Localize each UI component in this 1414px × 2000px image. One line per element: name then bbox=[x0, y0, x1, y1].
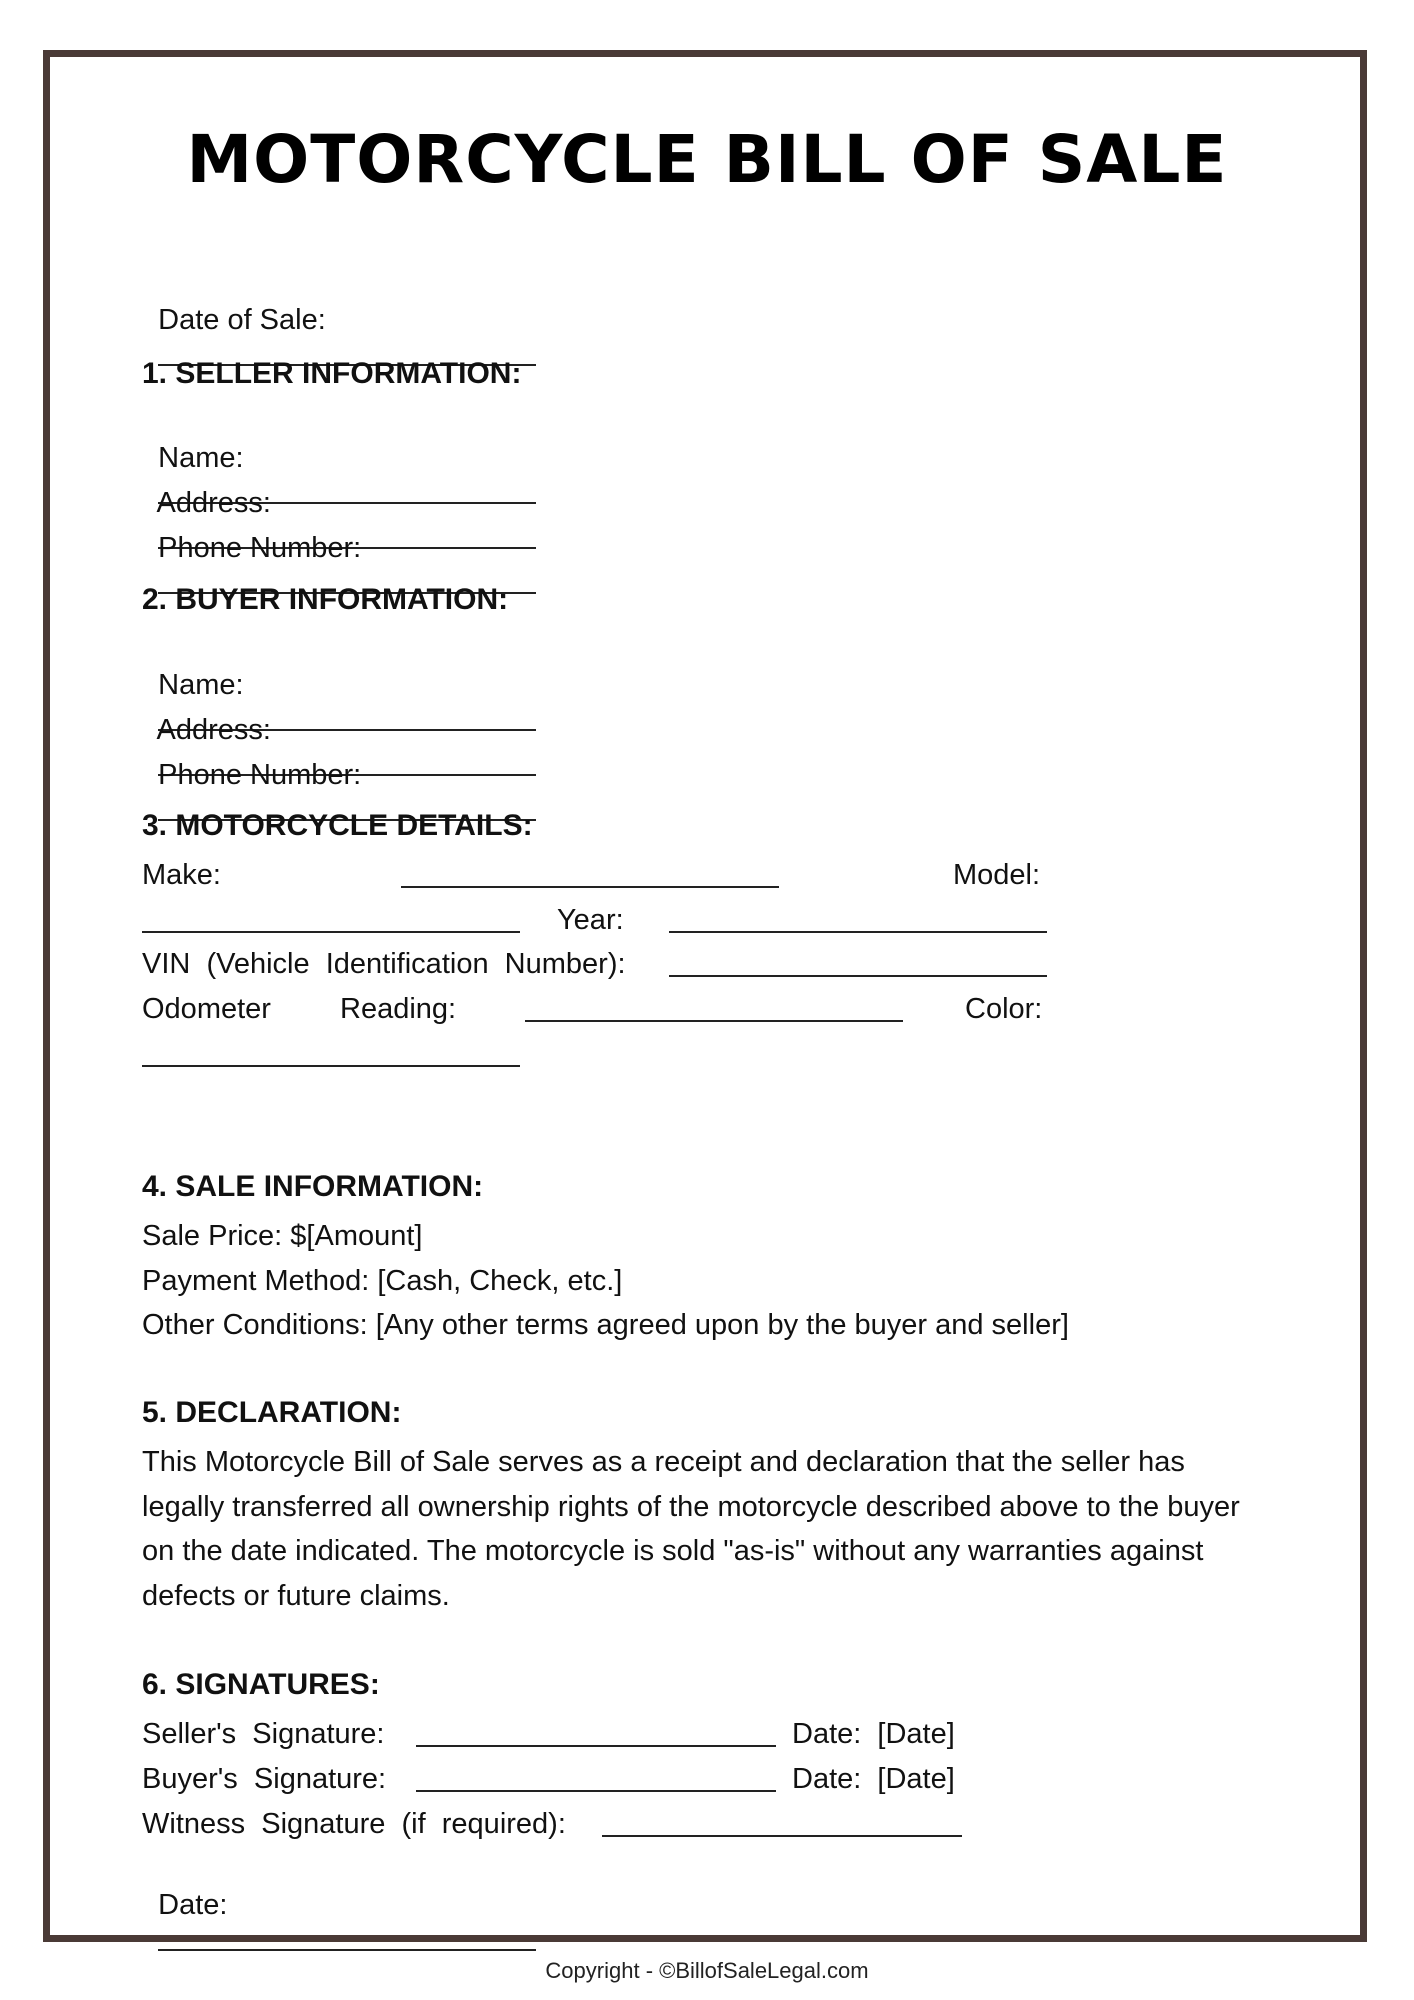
buyer-phone-label: Phone Number: bbox=[158, 759, 362, 791]
sale-price: Sale Price: $[Amount] bbox=[142, 1220, 423, 1252]
witness-date-row bbox=[142, 1851, 536, 1960]
seller-name-label: Name: bbox=[158, 442, 244, 474]
vin-label: VIN (Vehicle Identification Number): bbox=[142, 948, 626, 980]
other-conditions: Other Conditions: [Any other terms agreed upon by the buyer and seller] bbox=[142, 1309, 1069, 1341]
witness-signature-label: Witness Signature (if required): bbox=[142, 1808, 566, 1840]
seller-phone-label: Phone Number: bbox=[158, 532, 362, 564]
date-of-sale-label: Date of Sale: bbox=[158, 304, 326, 336]
buyer-heading: 2. BUYER INFORMATION: bbox=[142, 583, 509, 616]
color-field[interactable] bbox=[142, 1063, 520, 1067]
seller-signature-label: Seller's Signature: bbox=[142, 1718, 385, 1750]
buyer-signature-label: Buyer's Signature: bbox=[142, 1763, 387, 1795]
make-field[interactable] bbox=[401, 884, 779, 888]
odometer-label: Odometer bbox=[142, 993, 271, 1025]
document-title: MOTORCYCLE BILL OF SALE bbox=[186, 121, 1228, 198]
vin-field[interactable] bbox=[669, 973, 1047, 977]
motorcycle-heading: 3. MOTORCYCLE DETAILS: bbox=[142, 809, 533, 842]
seller-signature-date: Date: [Date] bbox=[792, 1718, 955, 1750]
model-field[interactable] bbox=[142, 929, 520, 933]
copyright-footer: Copyright - ©BillofSaleLegal.com bbox=[545, 1958, 869, 1983]
signatures-heading: 6. SIGNATURES: bbox=[142, 1668, 380, 1701]
declaration-text: This Motorcycle Bill of Sale serves as a receipt and declaration that the seller has legally transferred all ownership rights of the motorcycle described above to the buyer on the date indicated. The motorcycle is sold "as-is" without any warranties against defects or future claims. bbox=[142, 1446, 1240, 1612]
buyer-signature-date: Date: [Date] bbox=[792, 1763, 955, 1795]
payment-method: Payment Method: [Cash, Check, etc.] bbox=[142, 1265, 623, 1297]
year-label: Year: bbox=[557, 904, 624, 936]
make-label: Make: bbox=[142, 859, 221, 891]
odometer-field[interactable] bbox=[525, 1018, 903, 1022]
year-field[interactable] bbox=[669, 929, 1047, 933]
witness-date-label: Date: bbox=[158, 1889, 228, 1921]
sale-heading: 4. SALE INFORMATION: bbox=[142, 1170, 484, 1203]
model-label: Model: bbox=[953, 859, 1041, 891]
reading-label: Reading: bbox=[340, 993, 457, 1025]
buyer-signature-field[interactable] bbox=[416, 1788, 776, 1792]
seller-heading: 1. SELLER INFORMATION: bbox=[142, 357, 522, 390]
declaration-heading: 5. DECLARATION: bbox=[142, 1396, 402, 1429]
buyer-name-label: Name: bbox=[158, 669, 244, 701]
seller-signature-field[interactable] bbox=[416, 1743, 776, 1747]
witness-date-field[interactable] bbox=[158, 1923, 536, 1951]
buyer-address-label: Address: bbox=[156, 714, 271, 746]
color-label: Color: bbox=[965, 993, 1043, 1025]
seller-address-label: Address: bbox=[156, 487, 271, 519]
witness-signature-field[interactable] bbox=[602, 1833, 962, 1837]
